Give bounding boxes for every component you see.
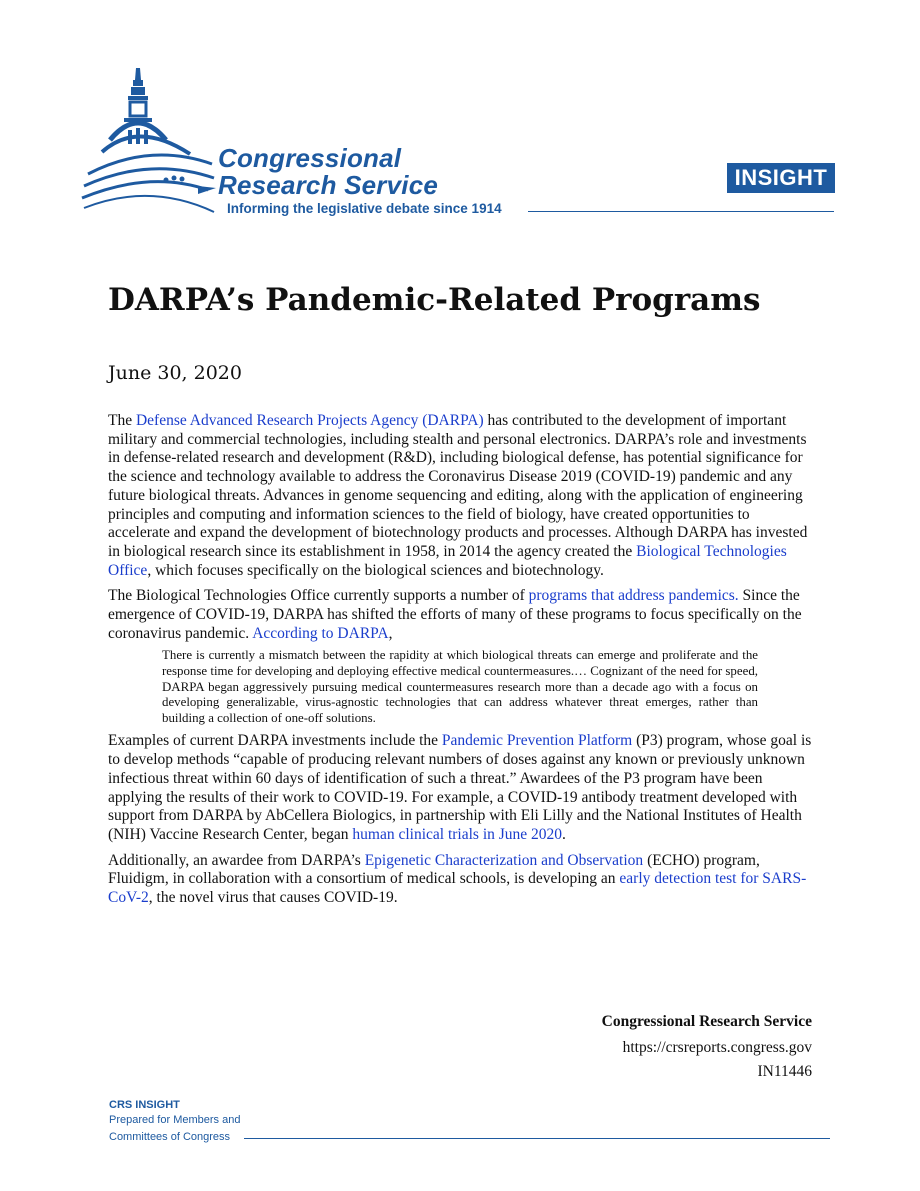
paragraph-echo (108, 852, 814, 908)
text: , the novel virus that causes COVID-19. (148, 889, 398, 907)
text: , (388, 624, 393, 642)
header-divider (528, 211, 834, 212)
text: , which focuses specifically on the biological sciences and biotechnology. (147, 561, 604, 579)
signature-url: https://crsreports.congress.gov (622, 1039, 812, 1056)
darpa-link[interactable]: Defense Advanced Research Projects Agency (DARPA) (135, 412, 484, 429)
echo-link[interactable]: Epigenetic Characterization and Observation (364, 851, 644, 869)
capitol-dome-icon (80, 66, 220, 216)
according-to-darpa-link[interactable]: According to DARPA (252, 624, 389, 642)
text: Examples of current DARPA investments include the (108, 732, 442, 750)
detection-test-link[interactable]: early detection test for SARS-CoV-2 (108, 870, 807, 907)
paragraph-programs (108, 587, 814, 643)
text: Additionally, an awardee from DARPA’s (108, 851, 365, 869)
insight-badge: INSIGHT (727, 163, 835, 193)
text: (P3) program, whose goal is to develop methods “capable of producing relevant numbers of doses against any known or previously unknown infectious threat within 60 days of identification of such a threat.” Awardees of the P3 program have been applying the results of their work to COVID-19. For example, a COVID-19 antibody treatment developed with support from DARPA by AbCellera Biologics, in partnership with Eli Lilly and the National Institutes of Health (NIH) Vaccine Research Center, began (108, 732, 812, 843)
block-quote: There is currently a mismatch between the rapidity at which biological threats can emerge and proliferate and the response time for developing and deploying effective medical countermeasures.… Cognizant of the need for speed, DARPA began aggressively pursuing medical countermeasures research more than a decade ago with a focus on developing generalizable, virus-agnostic technologies that can address whatever threat emerges, rather than building a collection of one-off solutions. (162, 648, 758, 725)
publication-date: June 30, 2020 (108, 362, 242, 384)
logo-tagline: Informing the legislative debate since 1914 (227, 201, 502, 216)
footer-label: CRS INSIGHT (109, 1099, 180, 1111)
page-title: DARPA’s Pandemic-Related Programs (108, 282, 761, 318)
footer-line2: Committees of Congress (109, 1131, 231, 1143)
footer-line1: Prepared for Members and (109, 1114, 241, 1126)
logo-line1: Congressional (218, 143, 402, 173)
paragraph-intro (108, 412, 814, 580)
logo-wordmark (218, 145, 438, 199)
footer-divider (244, 1138, 830, 1139)
paragraph-p3 (108, 732, 814, 844)
clinical-trials-link[interactable]: human clinical trials in June 2020 (352, 825, 563, 843)
article-body (108, 412, 814, 915)
p3-link[interactable]: Pandemic Prevention Platform (441, 732, 633, 750)
signature-org: Congressional Research Service (601, 1013, 812, 1030)
bto-link[interactable]: Biological Technologies Office (108, 542, 787, 579)
text: The Biological Technologies Office currently supports a number of (108, 587, 529, 605)
text: The (108, 412, 136, 429)
text: (ECHO) program, Fluidigm, in collaboration with a consortium of medical schools, is developing an (108, 851, 760, 888)
report-id: IN11446 (757, 1063, 812, 1080)
text: . (562, 825, 566, 843)
programs-link[interactable]: programs that address pandemics. (528, 587, 739, 605)
text: has contributed to the development of important military and commercial technologies, including stealth and personal electronics. DARPA’s role and investments in defense-related research and development (R&D), including biological defense, has potential significance for the science and technology available to address the Coronavirus Disease 2019 (COVID-19) pandemic and any future biological threats. Advances in genome sequencing and editing, along with the application of engineering principles and computing and information sciences to the field of biology, have created opportunities to accelerate and expand the development of biotechnology products and processes. Although DARPA has invested in biological research since its establishment in 1958, in 2014 the agency created the (108, 412, 808, 560)
text: Since the emergence of COVID-19, DARPA has shifted the efforts of many of these programs to focus specifically on the coronavirus pandemic. (108, 587, 802, 642)
logo-line2: Research Service (218, 170, 439, 200)
